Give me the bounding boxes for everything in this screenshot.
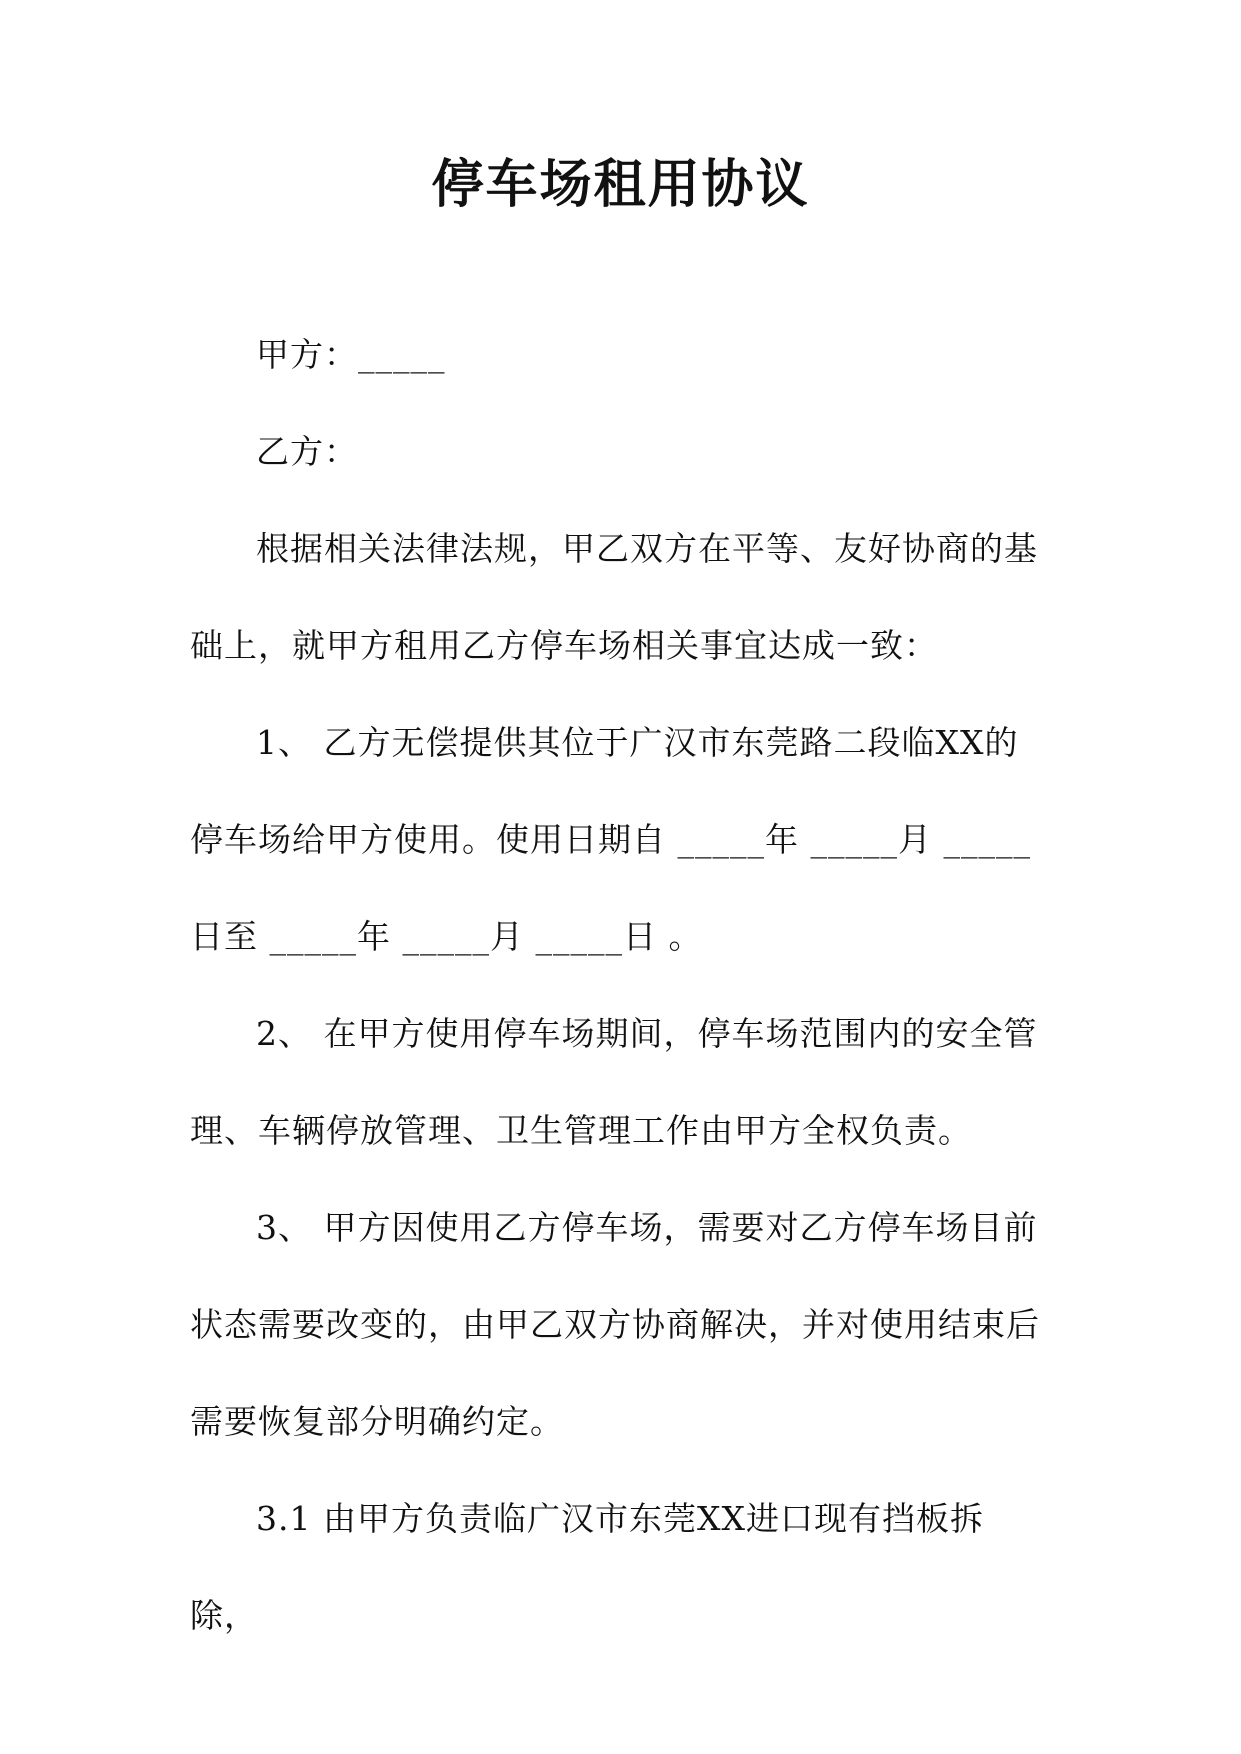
clause-3-1-paragraph: 3.1 由甲方负责临广汉市东莞XX进口现有挡板拆除， [190,1499,984,1635]
intro-paragraph: 根据相关法律法规，甲乙双方在平等、友好协商的基础上，就甲方租用乙方停车场相关事宜达成一致： [190,529,1038,665]
party-b-line: 乙方： [256,432,358,471]
document-title: 停车场租用协议 [431,154,810,215]
clause-2-paragraph: 2、 在甲方使用停车场期间，停车场范围内的安全管理、车辆停放管理、卫生管理工作由甲方全权负责。 [190,1014,1038,1150]
document-body [190,306,1050,1664]
clause-1-paragraph: 1、 乙方无偿提供其位于广汉市东莞路二段临XX的停车场给甲方使用。使用日期自 _____年 _____月 _____日至 _____年 _____月 _____日 。 [190,723,1031,956]
clause-3-paragraph: 3、 甲方因使用乙方停车场，需要对乙方停车场目前状态需要改变的，由甲乙双方协商解决，并对使用结束后需要恢复部分明确约定。 [190,1208,1040,1441]
party-a-line: 甲方：_____ [256,335,446,374]
